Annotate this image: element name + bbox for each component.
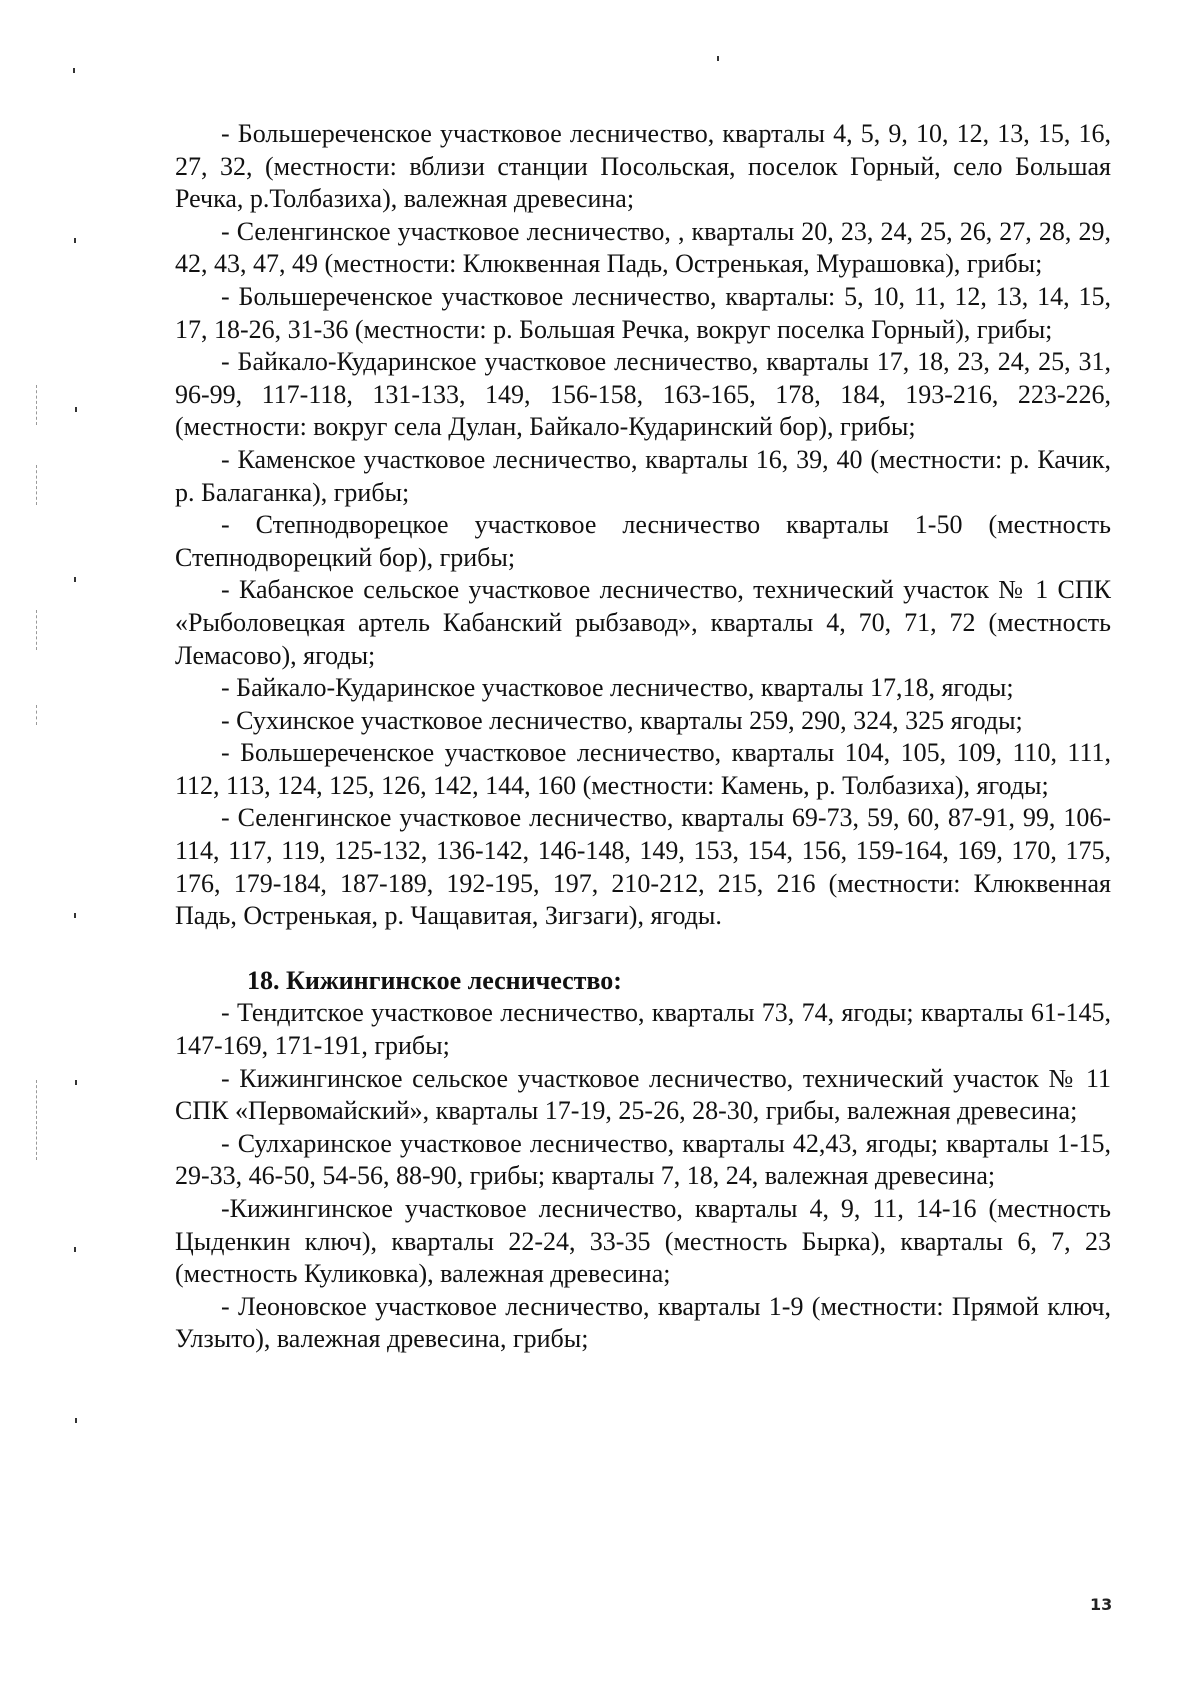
paragraph: - Кабанское сельское участковое лесничество, технический участок № 1 СПК «Рыболовецкая артель Кабанский рыбзавод», кварталы 4, 70, 71, 72 (местность Лемасово), ягоды; (175, 575, 1111, 670)
paragraph: - Сулхаринское участковое лесничество, кварталы 42,43, ягоды; кварталы 1-15, 29-33, 46-50, 54-56, 88-90, грибы; кварталы 7, 18, 24, валежная древесина; (175, 1128, 1111, 1191)
scan-speck (75, 1080, 77, 1085)
paragraph: - Селенгинское участковое лесничество, , кварталы 20, 23, 24, 25, 26, 27, 28, 29, 42, 43, 47, 49 (местности: Клюквенная Падь, Остренькая, Мурашовка), грибы; (175, 216, 1111, 279)
paragraph: - Большереченское участковое лесничество, кварталы 4, 5, 9, 10, 12, 13, 15, 16, 27, 32, (местности: вблизи станции Посольская, поселок Горный, село Большая Речка, р.Толбазиха), валежная древесина; (175, 119, 1111, 214)
scan-speck (74, 1247, 76, 1252)
paragraph: - Байкало-Кударинское участковое лесничество, кварталы 17,18, ягоды; (221, 673, 1014, 703)
section-heading: 18. Кижингинское лесничество: (247, 965, 622, 995)
scan-speck (74, 238, 76, 243)
scan-margin-line (36, 1080, 38, 1160)
scan-speck (75, 1418, 77, 1423)
paragraph: -Кижингинское участковое лесничество, кварталы 4, 9, 11, 14-16 (местность Цыденкин ключ), кварталы 22-24, 33-35 (местность Бырка), кварталы 6, 7, 23 (местность Куликовка), валежная древесина; (175, 1194, 1111, 1289)
paragraph: - Кижингинское сельское участковое лесничество, технический участок № 11 СПК «Первомайский», кварталы 17-19, 25-26, 28-30, грибы, валежная древесина; (175, 1063, 1111, 1126)
document-body (175, 118, 1111, 1356)
scan-margin-line (36, 610, 38, 650)
paragraph: - Тендитское участковое лесничество, кварталы 73, 74, ягоды; кварталы 61-145, 147-169, 171-191, грибы; (175, 998, 1111, 1061)
scan-speck (73, 68, 75, 73)
scan-speck (74, 913, 76, 918)
page-number: 13 (1090, 1595, 1113, 1614)
scan-speck (74, 577, 76, 582)
paragraph: - Сухинское участковое лесничество, кварталы 259, 290, 324, 325 ягоды; (221, 705, 1023, 735)
paragraph: - Байкало-Кударинское участковое лесничество, кварталы 17, 18, 23, 24, 25, 31, 96-99, 117-118, 131-133, 149, 156-158, 163-165, 178, 184, 193-216, 223-226, (местности: вокруг села Дулан, Байкало-Кударинский бор), грибы; (175, 347, 1111, 442)
scan-margin-line (36, 385, 38, 425)
scan-margin-line (36, 705, 38, 725)
paragraph: - Большереченское участковое лесничество, кварталы 104, 105, 109, 110, 111, 112, 113, 124, 125, 126, 142, 144, 160 (местности: Камень, р. Толбазиха), ягоды; (175, 738, 1111, 800)
scan-speck (717, 56, 719, 61)
paragraph: - Селенгинское участковое лесничество, кварталы 69-73, 59, 60, 87-91, 99, 106-114, 117, 119, 125-132, 136-142, 146-148, 149, 153, 154, 156, 159-164, 169, 170, 175, 176, 179-184, 187-189, 192-195, 197, 210-212, 215, 216 (местности: Клюквенная Падь, Остренькая, р. Чащавитая, Зигзаги), ягоды. (175, 803, 1111, 931)
scan-speck (75, 407, 77, 412)
paragraph: - Леоновское участковое лесничество, кварталы 1-9 (местности: Прямой ключ, Улзыто), валежная древесина, грибы; (175, 1291, 1111, 1354)
scan-margin-line (36, 465, 38, 505)
paragraph: - Степнодворецкое участковое лесничество кварталы 1-50 (местность Степнодворецкий бор), грибы; (175, 510, 1111, 572)
paragraph: - Большереченское участковое лесничество, кварталы: 5, 10, 11, 12, 13, 14, 15, 17, 18-26, 31-36 (местности: р. Большая Речка, вокруг поселка Горный), грибы; (175, 281, 1111, 344)
paragraph: - Каменское участковое лесничество, кварталы 16, 39, 40 (местности: р. Качик, р. Балаганка), грибы; (175, 444, 1111, 507)
